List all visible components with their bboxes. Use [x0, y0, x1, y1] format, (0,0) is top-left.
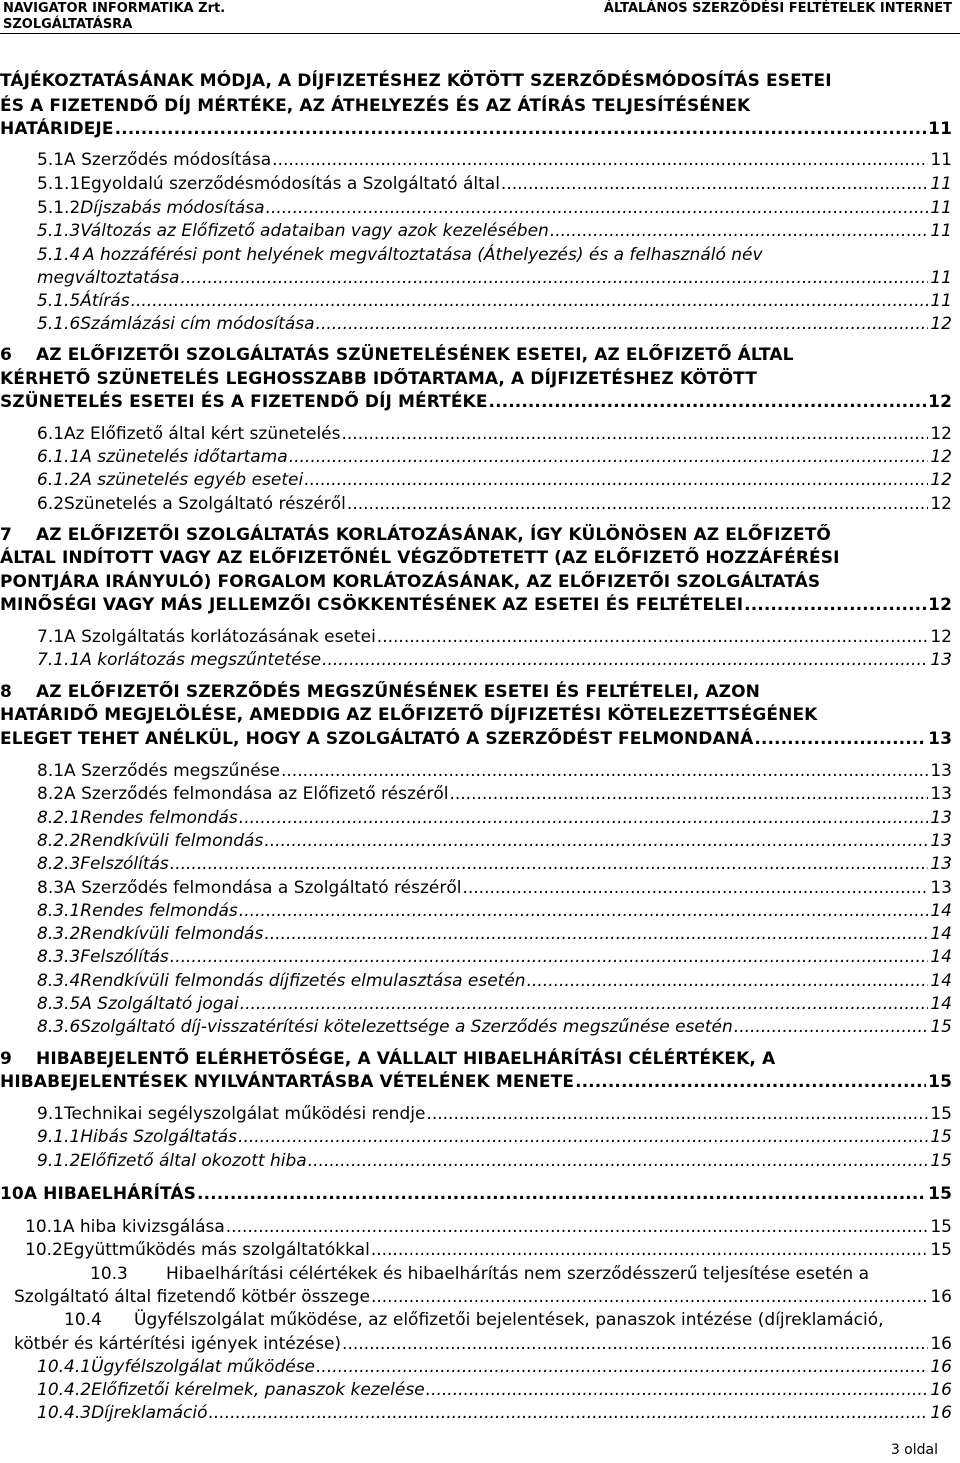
toc-leader — [272, 150, 928, 170]
toc-title: AZ ELŐFIZETŐI SZOLGÁLTATÁS KORLÁTOZÁSÁNAK, ÍGY KÜLÖNÖSEN AZ ELŐFIZETŐ — [36, 525, 831, 545]
toc-entry[interactable] — [37, 924, 952, 944]
toc-entry[interactable] — [25, 1217, 952, 1237]
toc-entry[interactable] — [37, 198, 952, 218]
toc-entry[interactable] — [37, 831, 952, 851]
toc-leader — [426, 1380, 929, 1400]
toc-entry[interactable] — [90, 1264, 869, 1284]
toc-leader — [489, 392, 927, 412]
toc-heading-line: HATÁRIDŐ MEGJELÖLÉSE, AMEDDIG AZ ELŐFIZETŐ DÍJFIZETÉSI KÖTELEZETTSÉGÉNEK — [0, 705, 818, 725]
toc-leader — [744, 595, 926, 615]
toc-title: kötbér és kártérítési igények intézése) — [14, 1334, 342, 1354]
toc-page: 14 — [930, 924, 952, 944]
toc-title: Szünetelés a Szolgáltató részéről — [64, 494, 346, 514]
toc-page: 15 — [930, 1240, 952, 1260]
toc-leader — [239, 901, 929, 921]
toc-entry[interactable] — [0, 595, 952, 615]
toc-leader — [322, 650, 928, 670]
toc-page: 16 — [930, 1380, 952, 1400]
toc-page: 15 — [930, 1017, 952, 1037]
toc-page: 13 — [930, 784, 952, 804]
toc-title: A hiba kivizsgálása — [62, 1217, 225, 1237]
toc-page: 15 — [930, 1151, 952, 1171]
toc-page: 11 — [930, 198, 952, 218]
page-header — [0, 0, 960, 34]
toc-entry[interactable] — [25, 1240, 952, 1260]
toc-entry[interactable] — [37, 291, 952, 311]
toc-number: 7 — [0, 525, 12, 545]
toc-title: Hibaelhárítási célértékek és hibaelhárítás nem szerződésszerű teljesítése esetén a — [166, 1264, 869, 1284]
toc-leader — [226, 1217, 929, 1237]
toc-number: 5.1.1 — [37, 174, 81, 194]
toc-entry[interactable] — [37, 947, 952, 967]
toc-title: A Szerződés módosítása — [64, 150, 272, 170]
toc-title: A szünetelés egyéb esetei — [80, 470, 304, 490]
toc-entry[interactable] — [37, 174, 952, 194]
toc-leader — [347, 494, 928, 514]
toc-leader — [264, 924, 928, 944]
toc-page: 12 — [930, 627, 952, 647]
toc-entry[interactable] — [37, 808, 952, 828]
toc-leader — [575, 1072, 926, 1092]
toc-title: Rendkívüli felmondás — [80, 831, 264, 851]
page-number: 3 oldal — [890, 1442, 938, 1458]
toc-number: 9.1 — [37, 1104, 65, 1124]
toc-number: 10.2 — [25, 1240, 63, 1260]
toc-leader — [238, 1127, 928, 1147]
toc-title: Szolgáltató díj-visszatérítési kötelezettsége a Szerződés megszűnése esetén — [80, 1017, 733, 1037]
toc-entry-continuation[interactable] — [14, 1287, 952, 1307]
toc-number: 8.2.3 — [37, 854, 81, 874]
toc-page: 11 — [930, 221, 952, 241]
toc-entry[interactable] — [37, 878, 952, 898]
toc-page: 15 — [928, 1072, 952, 1092]
toc-title: Ügyfélszolgálat működése, az előfizetői bejelentések, panaszok intézése (díjreklamáció, — [134, 1310, 884, 1330]
toc-leader — [371, 1240, 929, 1260]
toc-title: Együttműködés más szolgáltatókkal — [62, 1240, 370, 1260]
toc-title: Díjszabás módosítása — [80, 198, 265, 218]
toc-title: Ügyfélszolgálat működése — [91, 1357, 316, 1377]
toc-heading-line: ÉS A FIZETENDŐ DÍJ MÉRTÉKE, AZ ÁTHELYEZÉS ÉS AZ ÁTÍRÁS TELJESÍTÉSÉNEK — [0, 96, 751, 116]
toc-leader — [754, 729, 926, 749]
toc-leader — [316, 314, 929, 334]
toc-number: 5.1.6 — [37, 314, 81, 334]
toc-title: AZ ELŐFIZETŐI SZERZŐDÉS MEGSZŰNÉSÉNEK ESETEI ÉS FELTÉTELEI, AZON — [36, 682, 760, 702]
toc-number: 6.1.1 — [37, 447, 81, 467]
toc-page: 13 — [928, 729, 952, 749]
toc-number: 8.2.1 — [37, 808, 81, 828]
toc-entry[interactable] — [37, 994, 952, 1014]
toc-page: 14 — [930, 947, 952, 967]
toc-leader — [462, 878, 928, 898]
toc-title: Előfizetői kérelmek, panaszok kezelése — [91, 1380, 425, 1400]
toc-leader — [342, 1334, 928, 1354]
toc-entry[interactable] — [37, 424, 952, 444]
toc-entry[interactable] — [37, 761, 952, 781]
toc-number: 8 — [0, 682, 12, 702]
toc-entry-continuation[interactable] — [14, 1334, 952, 1354]
toc-leader — [115, 119, 927, 139]
toc-title: A hozzáférési pont helyének megváltoztatása (Áthelyezés) és a felhasználó név — [83, 245, 763, 265]
toc-entry[interactable] — [37, 494, 952, 514]
toc-page: 12 — [930, 470, 952, 490]
toc-number: 10.4.3 — [37, 1403, 92, 1423]
toc-title: AZ ELŐFIZETŐI SZOLGÁLTATÁS SZÜNETELÉSÉNEK ESETEI, AZ ELŐFIZETŐ ÁLTAL — [36, 345, 794, 365]
toc-page: 13 — [930, 650, 952, 670]
toc-entry[interactable] — [37, 150, 952, 170]
toc-entry[interactable] — [37, 627, 952, 647]
toc-page: 11 — [930, 174, 952, 194]
toc-number: 5.1.5 — [37, 291, 81, 311]
toc-leader — [308, 1151, 929, 1171]
toc-entry[interactable] — [37, 650, 952, 670]
toc-title: Technikai segélyszolgálat működési rendje — [64, 1104, 426, 1124]
toc-title: A Szolgáltató jogai — [80, 994, 239, 1014]
toc-leader — [197, 1184, 926, 1204]
toc-number: 8.3.1 — [37, 901, 81, 921]
toc-leader — [527, 971, 929, 991]
toc-title: Hibás Szolgáltatás — [80, 1127, 238, 1147]
toc-number: 8.3.5 — [37, 994, 81, 1014]
toc-title: A HIBAELHÁRÍTÁS — [23, 1184, 197, 1204]
toc-page: 15 — [930, 1127, 952, 1147]
toc-leader — [501, 174, 928, 194]
toc-leader — [239, 808, 929, 828]
toc-entry[interactable] — [37, 1104, 952, 1124]
toc-page: 12 — [930, 494, 952, 514]
toc-title: A korlátozás megszűntetése — [80, 650, 322, 670]
toc-heading-line: ÁLTAL INDÍTOTT VAGY AZ ELŐFIZETŐNÉL VÉGZŐDTETETT (AZ ELŐFIZETŐ HOZZÁFÉRÉSI — [0, 548, 840, 568]
toc-title: MINŐSÉGI VAGY MÁS JELLEMZŐI CSÖKKENTÉSÉNEK AZ ESETEI ÉS FELTÉTELEI — [0, 595, 744, 615]
toc-leader — [342, 424, 929, 444]
toc-number: 8.2.2 — [37, 831, 81, 851]
toc-page: 16 — [930, 1334, 952, 1354]
toc-title: Változás az Előfizető adataiban vagy azok kezelésében — [80, 221, 549, 241]
toc-title: Rendkívüli felmondás — [80, 924, 264, 944]
toc-number: 9.1.1 — [37, 1127, 81, 1147]
toc-page: 12 — [930, 314, 952, 334]
toc-page: 13 — [930, 831, 952, 851]
toc-number: 8.3.2 — [37, 924, 81, 944]
toc-title: Átírás — [80, 291, 130, 311]
toc-title: A Szolgáltatás korlátozásának esetei — [64, 627, 376, 647]
toc-entry[interactable] — [64, 1310, 884, 1330]
toc-entry[interactable] — [37, 221, 952, 241]
toc-page: 14 — [930, 971, 952, 991]
toc-number: 7.1 — [37, 627, 65, 647]
toc-number: 8.3.6 — [37, 1017, 81, 1037]
toc-page: 11 — [930, 150, 952, 170]
toc-page: 11 — [930, 291, 952, 311]
toc-number: 8.3.3 — [37, 947, 81, 967]
toc-title: A Szerződés felmondása az Előfizető részéről — [64, 784, 449, 804]
toc-number: 8.2 — [37, 784, 65, 804]
toc-entry[interactable] — [37, 971, 952, 991]
toc-heading-line — [0, 525, 831, 545]
header-rule — [0, 33, 960, 34]
toc-entry[interactable] — [37, 245, 952, 265]
toc-number: 6 — [0, 345, 12, 365]
toc-page: 13 — [930, 761, 952, 781]
toc-leader — [281, 761, 928, 781]
toc-title: Rendes felmondás — [80, 901, 238, 921]
toc-title: SZÜNETELÉS ESETEI ÉS A FIZETENDŐ DÍJ MÉRTÉKE — [0, 392, 488, 412]
toc-page: 15 — [928, 1184, 952, 1204]
toc-entry[interactable] — [37, 1017, 952, 1037]
toc-number: 9.1.2 — [37, 1151, 81, 1171]
toc-page: 14 — [930, 994, 952, 1014]
toc-leader — [170, 854, 929, 874]
toc-leader — [209, 1403, 929, 1423]
toc-title: A szünetelés időtartama — [80, 447, 288, 467]
toc-page: 12 — [928, 595, 952, 615]
toc-page: 12 — [930, 447, 952, 467]
toc-leader — [266, 198, 929, 218]
toc-page: 16 — [930, 1403, 952, 1423]
toc-entry[interactable] — [0, 119, 952, 139]
toc-heading-line — [0, 345, 794, 365]
toc-title: Az Előfizető által kért szünetelés — [64, 424, 341, 444]
toc-page: 13 — [930, 878, 952, 898]
toc-leader — [316, 1357, 928, 1377]
toc-title: HATÁRIDEJE — [0, 119, 114, 139]
toc-title: Felszólítás — [80, 854, 169, 874]
toc-entry[interactable] — [0, 1072, 952, 1092]
toc-title: A Szerződés felmondása a Szolgáltató részéről — [64, 878, 462, 898]
toc-number: 5.1.4 — [37, 245, 81, 265]
toc-title: HIBABEJELENTÉSEK NYILVÁNTARTÁSBA VÉTELÉNEK MENETE — [0, 1072, 575, 1092]
toc-page: 11 — [930, 268, 952, 288]
toc-title: ELEGET TEHET ANÉLKÜL, HOGY A SZOLGÁLTATÓ A SZERZŐDÉST FELMONDANÁ — [0, 729, 754, 749]
toc-entry[interactable] — [37, 1403, 952, 1423]
toc-entry[interactable] — [37, 1151, 952, 1171]
toc-title: Szolgáltató által fizetendő kötbér összege — [14, 1287, 370, 1307]
toc-page: 12 — [928, 392, 952, 412]
toc-page: 13 — [930, 808, 952, 828]
header-document-title: ÁLTALÁNOS SZERZŐDÉSI FELTÉTELEK INTERNET — [603, 1, 952, 16]
toc-entry[interactable] — [37, 314, 952, 334]
toc-page: 15 — [930, 1217, 952, 1237]
toc-number: 10.4.1 — [37, 1357, 92, 1377]
header-service: SZOLGÁLTATÁSRA — [3, 17, 133, 32]
toc-title: HIBABEJELENTŐ ELÉRHETŐSÉGE, A VÁLLALT HIBAELHÁRÍTÁSI CÉLÉRTÉKEK, A — [36, 1049, 776, 1069]
toc-entry[interactable] — [37, 447, 952, 467]
toc-number: 10 — [0, 1184, 24, 1204]
toc-title: Egyoldalú szerződésmódosítás a Szolgáltató által — [80, 174, 500, 194]
toc-entry[interactable] — [0, 1184, 952, 1204]
toc-number: 7.1.1 — [37, 650, 81, 670]
toc-number: 10.4 — [64, 1310, 102, 1330]
toc-leader — [550, 221, 929, 241]
toc-number: 9 — [0, 1049, 12, 1069]
toc-number: 5.1.2 — [37, 198, 81, 218]
toc-heading-line — [0, 1049, 775, 1069]
toc-heading-line — [0, 682, 760, 702]
toc-entry-continuation[interactable] — [37, 268, 952, 288]
toc-number: 5.1.3 — [37, 221, 81, 241]
toc-title: Díjreklamáció — [91, 1403, 208, 1423]
toc-heading-line: TÁJÉKOZTATÁSÁNAK MÓDJA, A DÍJFIZETÉSHEZ KÖTÖTT SZERZŐDÉSMÓDOSÍTÁS ESETEI — [0, 71, 832, 91]
toc-entry[interactable] — [0, 392, 952, 412]
toc-entry[interactable] — [37, 1127, 952, 1147]
toc-entry[interactable] — [37, 1380, 952, 1400]
toc-page: 11 — [928, 119, 952, 139]
toc-title: A Szerződés megszűnése — [64, 761, 280, 781]
toc-leader — [240, 994, 929, 1014]
toc-entry[interactable] — [37, 470, 952, 490]
toc-entry[interactable] — [0, 729, 952, 749]
toc-heading-line: PONTJÁRA IRÁNYULÓ) FORGALOM KORLÁTOZÁSÁNAK, AZ ELŐFIZETŐI SZOLGÁLTATÁS — [0, 572, 821, 592]
toc-number: 6.1 — [37, 424, 65, 444]
toc-page: 16 — [930, 1357, 952, 1377]
header-left — [3, 1, 225, 33]
toc-leader — [170, 947, 929, 967]
company-name: NAVIGATOR INFORMATIKA Zrt. — [3, 1, 226, 16]
toc-leader — [734, 1017, 929, 1037]
toc-leader — [264, 831, 928, 851]
toc-number: 6.1.2 — [37, 470, 81, 490]
toc-title: Rendkívüli felmondás díjfizetés elmulasztása esetén — [80, 971, 526, 991]
toc-title: Felszólítás — [80, 947, 169, 967]
toc-title: megváltoztatása — [37, 268, 180, 288]
toc-leader — [377, 627, 929, 647]
toc-page: 12 — [930, 424, 952, 444]
toc-title: Számlázási cím módosítása — [80, 314, 315, 334]
toc-title: Előfizető által okozott hiba — [80, 1151, 307, 1171]
toc-number: 8.3 — [37, 878, 65, 898]
toc-number: 6.2 — [37, 494, 65, 514]
toc-entry[interactable] — [37, 854, 952, 874]
toc-number: 8.1 — [37, 761, 65, 781]
toc-number: 5.1 — [37, 150, 65, 170]
toc-title: Rendes felmondás — [80, 808, 238, 828]
toc-leader — [180, 268, 928, 288]
toc-leader — [131, 291, 929, 311]
toc-page: 14 — [930, 901, 952, 921]
toc-number: 10.1 — [25, 1217, 63, 1237]
toc-page: 15 — [930, 1104, 952, 1124]
toc-number: 10.4.2 — [37, 1380, 92, 1400]
toc-number: 8.3.4 — [37, 971, 81, 991]
toc-leader — [304, 470, 928, 490]
toc-entry[interactable] — [37, 901, 952, 921]
toc-entry[interactable] — [37, 1357, 952, 1377]
toc-number: 10.3 — [90, 1264, 128, 1284]
toc-leader — [371, 1287, 928, 1307]
toc-heading-line: KÉRHETŐ SZÜNETELÉS LEGHOSSZABB IDŐTARTAMA, A DÍJFIZETÉSHEZ KÖTÖTT — [0, 369, 757, 389]
toc-leader — [289, 447, 929, 467]
toc-page: 13 — [930, 854, 952, 874]
toc-entry[interactable] — [37, 784, 952, 804]
toc-leader — [449, 784, 928, 804]
toc-leader — [426, 1104, 928, 1124]
toc-page: 16 — [930, 1287, 952, 1307]
